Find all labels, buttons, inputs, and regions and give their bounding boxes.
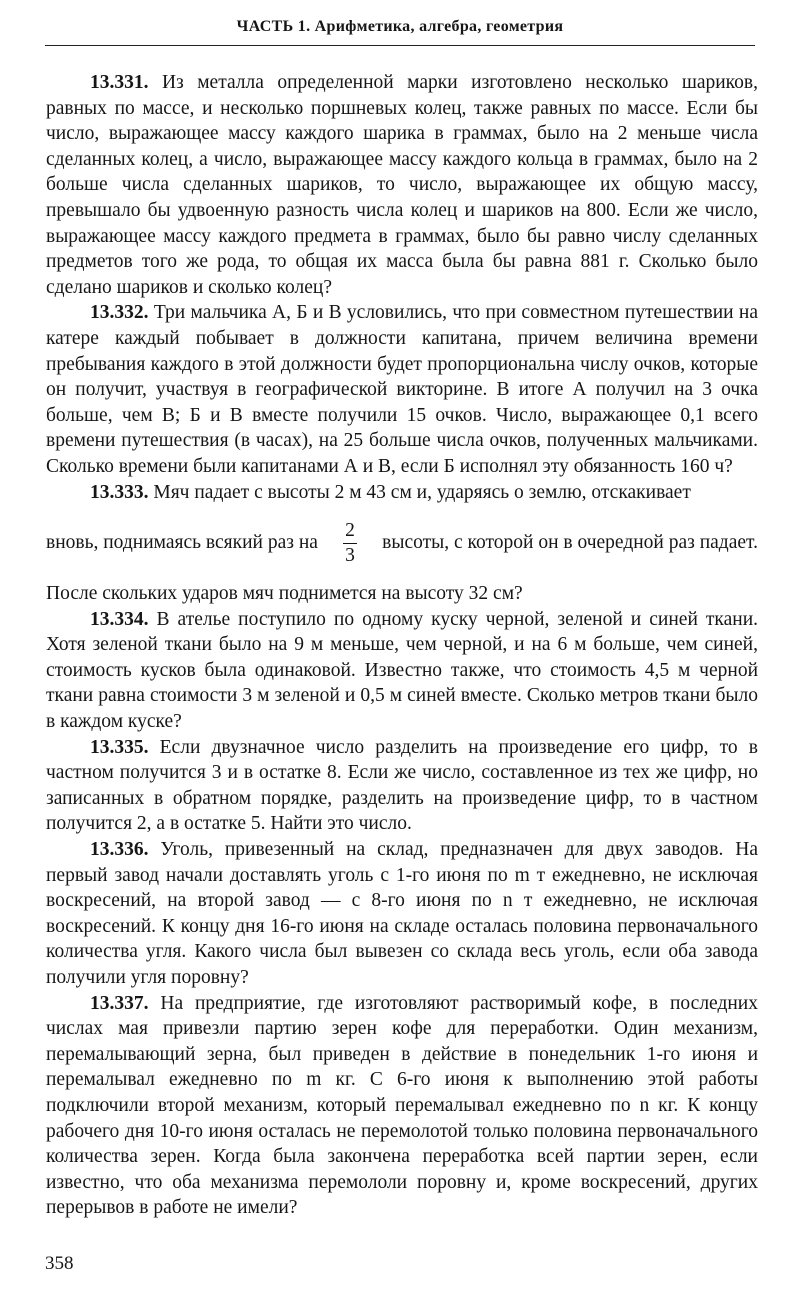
problem-text: Если двузначное число разделить на произведение его цифр, то в частном получится 3 и в остатке 8. Если же число, составленное из тех же цифр, но записанных в обратном порядке, разделить на произведение цифр, то в частном получится 2, а в остатке 5. Найти это число. (46, 736, 758, 835)
problem-text: После скольких ударов мяч поднимется на высоту 32 см? (46, 583, 523, 605)
running-header: ЧАСТЬ 1. Арифметика, алгебра, геометрия (236, 18, 564, 35)
problem-13-331 (46, 70, 758, 300)
problem-text: В ателье поступило по одному куску черной, зеленой и синей ткани. Хотя зеленой ткани было на 9 м меньше, чем черной, и на 6 м больше, чем синей, стоимость кусков была одинаковой. Известно также, что стоимость 4,5 м черной ткани равна стоимости 3 м зеленой и 0,5 м синей вместе. Сколько метров ткани было в каждом куске? (46, 608, 758, 733)
problem-text: Три мальчика А, Б и В условились, что при совместном путешествии на катере каждый побывает в должности капитана, причем величина времени пребывания каждого в этой должности будет пропорциональна числу очков, которые он получит, участвуя в географической викторине. В итоге А получил на 3 очка больше, чем В; Б и В вместе получили 15 очков. Число, выражающее 0,1 всего времени путешествия (в часах), на 25 больше числа очков, полученных мальчиками. Сколько времени были капитанами А и В, если Б исполнял эту обязанность 160 ч? (46, 302, 759, 477)
problem-13-336 (46, 837, 758, 991)
problem-text: Из металла определенной марки изготовлено несколько шариков, равных по массе, и несколько поршневых колец, также равных по массе. Если бы число, выражающее массу каждого шарика в граммах, было на 2 меньше числа сделанных колец, а число, выражающее массу каждого кольца в граммах, было на 2 больше числа сделанных шариков, то число, выражающее их общую массу, превышало бы удвоенную разность числа колец и шариков на 800. Если же число, выражающее массу каждого предмета в граммах, было бы равно числу сделанных предметов того же рода, то общая их масса была бы равна 881 г. Сколько было сделано шариков и сколько колец? (46, 72, 759, 298)
fraction-two-thirds (343, 519, 357, 568)
problem-text: Уголь, привезенный на склад, предназначен для двух заводов. На первый завод начали доставлять уголь с 1-го июня по m т ежедневно, не исключая воскресений, на второй завод — с 8-го июня по n т ежедневно, не исключая воскресений. К концу дня 16-го июня на складе осталась половина первоначального количества угля. Какого числа был вывезен со склада весь уголь, если оба завода получили угля поровну? (46, 839, 759, 988)
problem-13-332 (46, 300, 758, 479)
problem-number: 13.332. (90, 302, 149, 324)
problem-number: 13.334. (90, 608, 149, 630)
problem-number: 13.333. (90, 481, 149, 503)
problem-text: Мяч падает с высоты 2 м 43 см и, ударяясь о землю, отскакивает (153, 481, 691, 503)
problem-number: 13.331. (90, 72, 149, 93)
page-content (46, 70, 758, 1221)
problem-number: 13.336. (90, 839, 149, 861)
problem-text: На предприятие, где изготовляют растворимый кофе, в последних числах мая привезли партию зерен кофе для переработки. Один механизм, перемалывающий зерна, был приведен в действие в понедельник 1-го июня и перемалывал ежедневно по m кг. С 6-го июня к выполнению этой работы подключили второй механизм, который перемалывал ежедневно по n кг. К концу рабочего дня 10-го июня осталась не перемолотой только половина первоначального количества зерен. Когда была закончена переработка всей партии зерен, если известно, что оба механизма перемололи поровну и, кроме воскресений, других перерывов в работе не имели? (46, 992, 758, 1219)
page-number: 358 (45, 1253, 74, 1274)
problem-13-333 (46, 480, 758, 607)
problem-13-337 (46, 991, 758, 1221)
fraction-line (46, 505, 758, 581)
fraction-numerator: 2 (343, 519, 357, 544)
problem-13-334 (46, 607, 758, 735)
problem-text: высоты, с которой он в очередной раз падает. (382, 532, 758, 554)
problem-number: 13.335. (90, 736, 149, 758)
problem-number: 13.337. (90, 992, 149, 1014)
fraction-denominator: 3 (345, 544, 355, 566)
header-divider (45, 45, 755, 46)
problem-13-335 (46, 735, 758, 837)
problem-text: вновь, поднимаясь всякий раз на (46, 532, 318, 554)
